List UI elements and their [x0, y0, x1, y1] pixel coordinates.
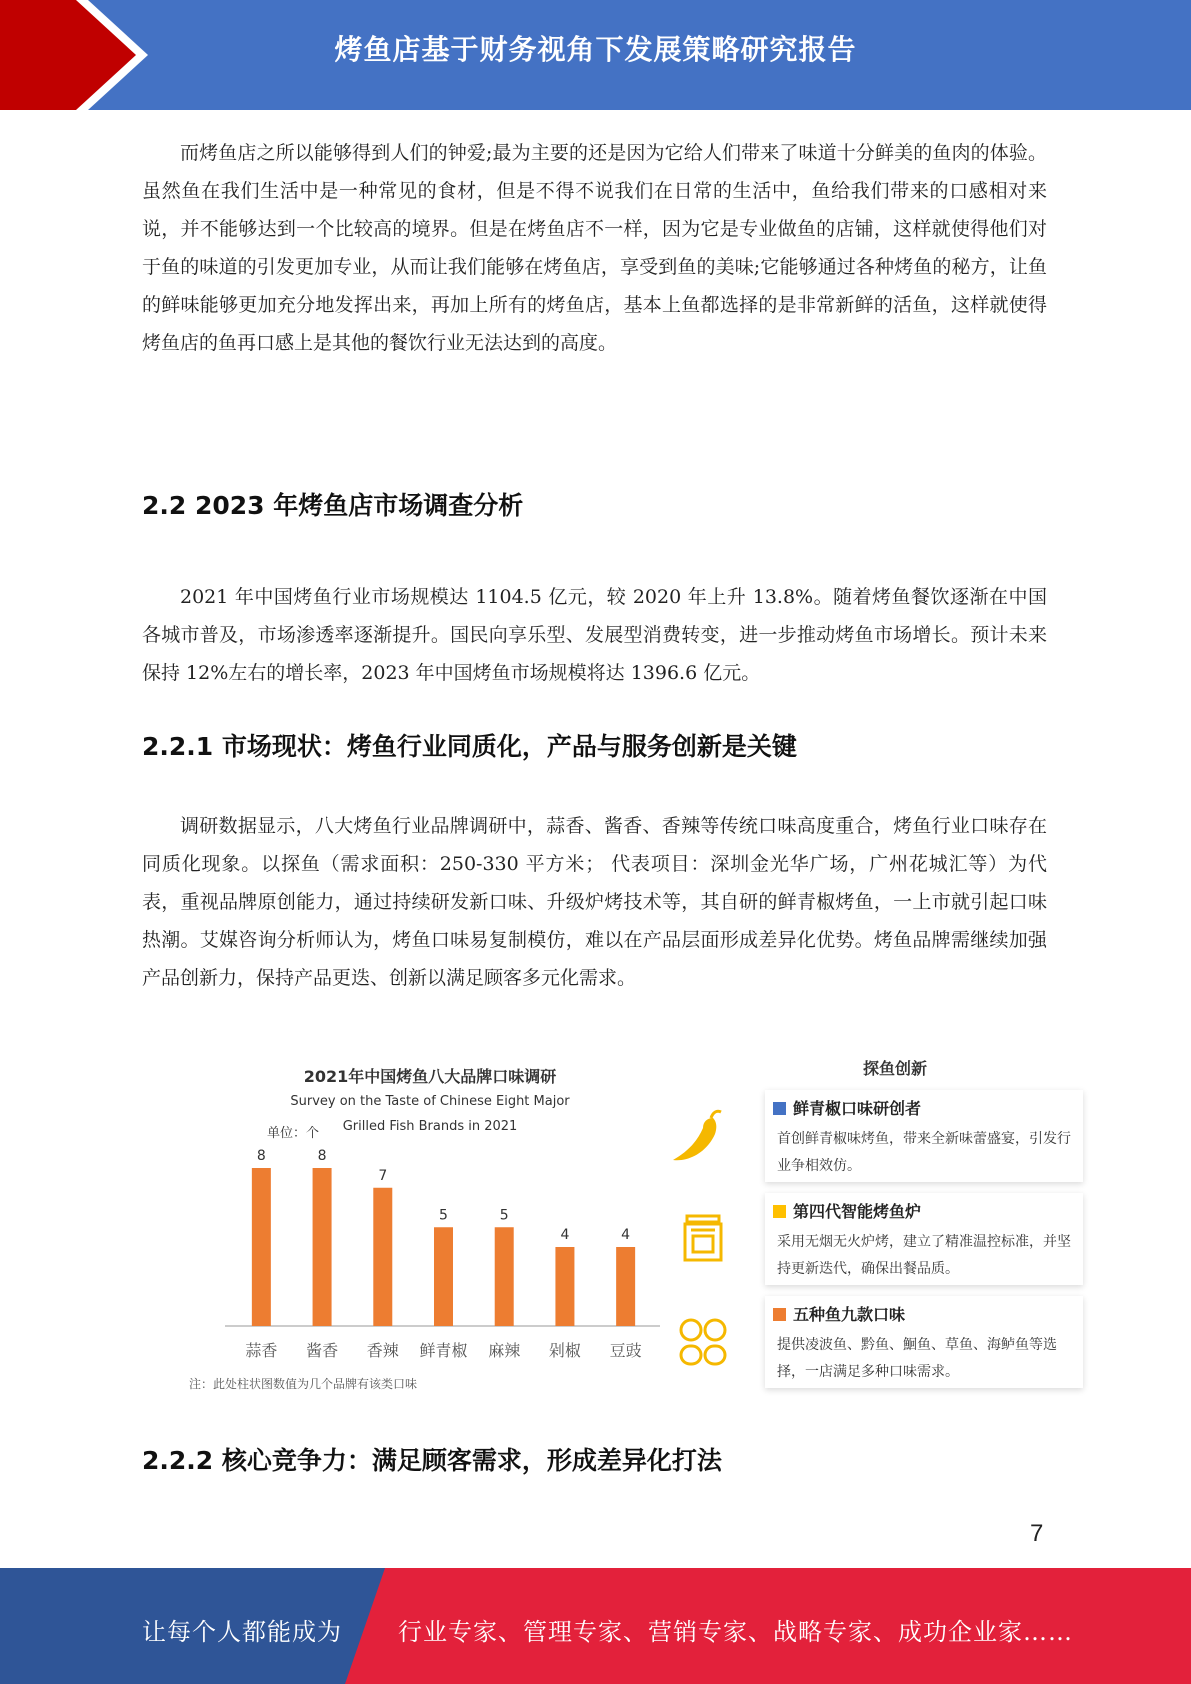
bar-酱香 [313, 1168, 332, 1326]
bar-鲜青椒 [434, 1227, 453, 1326]
header-title: 烤鱼店基于财务视角下发展策略研究报告 [334, 33, 857, 66]
chart-unit-label: 单位：个 [267, 1126, 320, 1141]
card-fish-flavors [765, 1296, 1083, 1388]
category-tick-label: 蒜香 [245, 1341, 278, 1360]
bar-蒜香 [252, 1168, 271, 1326]
chart-title: 2021年中国烤鱼八大品牌口味调研 [303, 1067, 557, 1086]
data-label: 5 [439, 1207, 448, 1224]
yellow-square-icon [773, 1205, 786, 1218]
card-title: 第四代智能烤鱼炉 [793, 1202, 922, 1221]
bar-香辣 [373, 1188, 392, 1326]
chili-pepper-icon [667, 1108, 727, 1168]
category-tick-label: 麻辣 [488, 1341, 521, 1360]
data-label: 5 [499, 1207, 509, 1224]
category-tick-label: 香辣 [366, 1341, 399, 1360]
footer-slogan-right: 行业专家、管理专家、营销专家、战略专家、成功企业家…… [398, 1618, 1073, 1646]
footer-slogan-left: 让每个人都能成为 [142, 1618, 342, 1646]
data-label: 4 [560, 1227, 570, 1243]
card-description: 首创鲜青椒味烤鱼，带来全新味蕾盛宴，引发行业争相效仿。 [777, 1131, 1071, 1174]
chart-subtitle-line1: Survey on the Taste of Chinese Eight Major [290, 1094, 570, 1109]
category-tick-label: 剁椒 [548, 1341, 581, 1360]
orange-square-icon [773, 1308, 786, 1321]
panel-title: 探鱼创新 [862, 1059, 927, 1078]
section-heading-2-2-1: 2.2.1 市场现状：烤鱼行业同质化，产品与服务创新是关键 [142, 732, 797, 761]
chart-plot [185, 1040, 675, 1370]
card-green-pepper [765, 1090, 1083, 1182]
page-footer [0, 1568, 1191, 1684]
section-heading-2-2-2: 2.2.2 核心竞争力：满足顾客需求，形成差异化打法 [142, 1446, 722, 1475]
chart-note: 注：此处柱状图数值为几个品牌有该类口味 [189, 1377, 418, 1391]
page-header [0, 0, 1191, 110]
chart-subtitle-line2: Grilled Fish Brands in 2021 [342, 1119, 518, 1134]
flavor-grid-icon [673, 1312, 733, 1372]
figure-taste-survey [185, 1040, 1095, 1410]
data-label: 8 [317, 1148, 327, 1164]
blue-square-icon [773, 1102, 786, 1115]
card-title: 五种鱼九款口味 [793, 1305, 906, 1324]
card-smart-oven [765, 1193, 1083, 1285]
bar-剁椒 [555, 1247, 574, 1326]
paragraph-homogeneity: 调研数据显示，八大烤鱼行业品牌调研中，蒜香、酱香、香辣等传统口味高度重合，烤鱼行业口味存在同质化现象。以探鱼（需求面积：250-330 平方米； 代表项目：深圳金光华广场，广州花城汇等）为代表，重视品牌原创能力，通过持续研发新口味、升级炉烤技术等，其自研的鲜青椒烤鱼，一上市就引起口味热潮。艾媒咨询分析师认为，烤鱼口味易复制模仿，难以在产品层面形成差异化优势。烤鱼品牌需继续加强产品创新力，保持产品更迭、创新以满足顾客多元化需求。 [142, 815, 1047, 989]
innovation-panel [675, 1040, 1095, 1410]
category-tick-label: 豆豉 [609, 1341, 642, 1360]
paragraph-intro: 而烤鱼店之所以能够得到人们的钟爱;最为主要的还是因为它给人们带来了味道十分鲜美的鱼肉的体验。虽然鱼在我们生活中是一种常见的食材，但是不得不说我们在日常的生活中，鱼给我们带来的口感相对来说，并不能够达到一个比较高的境界。但是在烤鱼店不一样，因为它是专业做鱼的店铺，这样就使得他们对于鱼的味道的引发更加专业，从而让我们能够在烤鱼店，享受到鱼的美味;它能够通过各种烤鱼的秘方，让鱼的鲜味能够更加充分地发挥出来，再加上所有的烤鱼店，基本上鱼都选择的是非常新鲜的活鱼，这样就使得烤鱼店的鱼再口感上是其他的餐饮行业无法达到的高度。 [142, 142, 1047, 354]
bar-麻辣 [495, 1227, 514, 1326]
oven-icon [673, 1208, 733, 1268]
section-heading-2-2: 2.2 2023 年烤鱼店市场调查分析 [142, 491, 524, 520]
category-tick-label: 鲜青椒 [419, 1341, 468, 1360]
bar-chart [185, 1040, 675, 1410]
card-title: 鲜青椒口味研创者 [793, 1099, 922, 1118]
bar-豆豉 [616, 1247, 635, 1326]
data-label: 7 [378, 1167, 388, 1184]
data-label: 8 [256, 1148, 266, 1164]
page-number: 7 [1030, 1520, 1044, 1547]
category-tick-label: 酱香 [306, 1341, 339, 1360]
paragraph-market: 2021 年中国烤鱼行业市场规模达 1104.5 亿元，较 2020 年上升 13.8%。随着烤鱼餐饮逐渐在中国各城市普及，市场渗透率逐渐提升。国民向享乐型、发展型消费转变，进一步推动烤鱼市场增长。预计未来保持 12%左右的增长率，2023 年中国烤鱼市场规模将达 1396.6 亿元。 [142, 586, 1047, 684]
data-label: 4 [621, 1227, 631, 1243]
card-description: 采用无烟无火炉烤，建立了精准温控标准，并坚持更新迭代，确保出餐品质。 [777, 1234, 1071, 1277]
card-description: 提供凌波鱼、黔鱼、鮰鱼、草鱼、海鲈鱼等选择，一店满足多种口味需求。 [777, 1337, 1057, 1380]
